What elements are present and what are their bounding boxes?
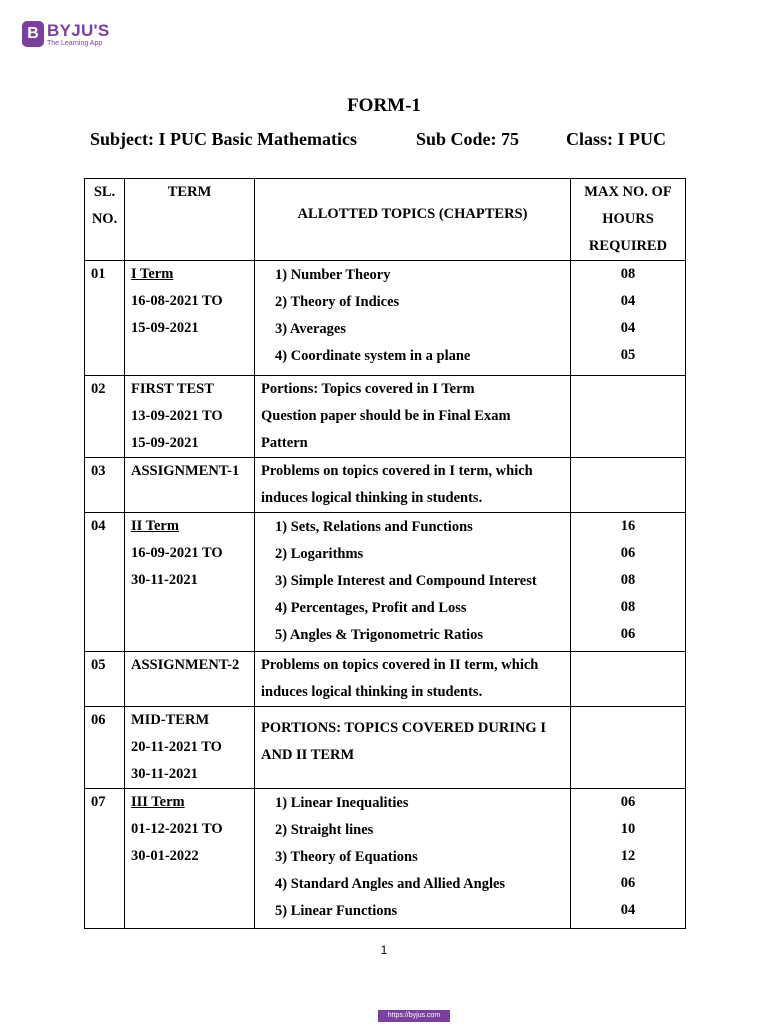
sub-code-label: Sub Code: 75 (416, 129, 520, 149)
row-text: Problems on topics covered in I term, which induces logical thinking in students. (255, 458, 571, 513)
table-row (85, 513, 686, 652)
brand-logo (22, 21, 110, 47)
subject-label: Subject: I PUC Basic Mathematics (90, 129, 357, 149)
row-topics: 1) Number Theory 2) Theory of Indices 3) Averages 4) Coordinate system in a plane (255, 261, 571, 376)
row-hours: 06 10 12 06 04 (571, 789, 686, 929)
row-sl: 06 (85, 707, 125, 789)
byjus-logo-icon: B (22, 21, 44, 47)
page-number: 1 (380, 943, 388, 957)
brand-name: BYJU'S (47, 20, 110, 40)
row-text: Problems on topics covered in II term, which induces logical thinking in students. (255, 652, 571, 707)
row-term: ASSIGNMENT-1 (125, 458, 255, 513)
table-row (85, 376, 686, 458)
row-text: PORTIONS: TOPICS COVERED DURING I AND II TERM (255, 707, 571, 789)
row-hours: 16 06 08 08 06 (571, 513, 686, 652)
row-text: Portions: Topics covered in I Term Question paper should be in Final Exam Pattern (255, 376, 571, 458)
row-sl: 05 (85, 652, 125, 707)
row-topics: 1) Linear Inequalities 2) Straight lines 3) Theory of Equations 4) Standard Angles and Allied Angles 5) Linear Functions (255, 789, 571, 929)
row-sl: 02 (85, 376, 125, 458)
row-sl: 04 (85, 513, 125, 652)
row-hours (571, 707, 686, 789)
row-hours (571, 458, 686, 513)
row-hours: 08 04 04 05 (571, 261, 686, 376)
table-header-row (85, 179, 686, 261)
header-term: TERM (125, 179, 255, 261)
schedule-table (84, 178, 686, 929)
header-sl: SL. NO. (85, 179, 125, 261)
row-term: III Term 01-12-2021 TO 30-01-2022 (125, 789, 255, 929)
row-sl: 03 (85, 458, 125, 513)
table-row (85, 652, 686, 707)
form-title: FORM-1 (347, 95, 421, 116)
row-term: ASSIGNMENT-2 (125, 652, 255, 707)
table-row (85, 458, 686, 513)
row-hours (571, 376, 686, 458)
table-row (85, 261, 686, 376)
class-label: Class: I PUC (566, 129, 667, 149)
row-term: MID-TERM 20-11-2021 TO 30-11-2021 (125, 707, 255, 789)
row-term: II Term 16-09-2021 TO 30-11-2021 (125, 513, 255, 652)
row-term: I Term 16-08-2021 TO 15-09-2021 (125, 261, 255, 376)
row-sl: 01 (85, 261, 125, 376)
row-sl: 07 (85, 789, 125, 929)
header-topics: ALLOTTED TOPICS (CHAPTERS) (255, 179, 571, 261)
footer-link[interactable]: https://byjus.com (378, 1010, 450, 1022)
header-hours: MAX NO. OF HOURS REQUIRED (571, 179, 686, 261)
row-topics: 1) Sets, Relations and Functions 2) Logarithms 3) Simple Interest and Compound Interest 4) Percentages, Profit and Loss 5) Angles & Trigonometric Ratios (255, 513, 571, 652)
table-row (85, 789, 686, 929)
brand-tagline: The Learning App (47, 39, 103, 47)
row-hours (571, 652, 686, 707)
table-row (85, 707, 686, 789)
row-term: FIRST TEST 13-09-2021 TO 15-09-2021 (125, 376, 255, 458)
